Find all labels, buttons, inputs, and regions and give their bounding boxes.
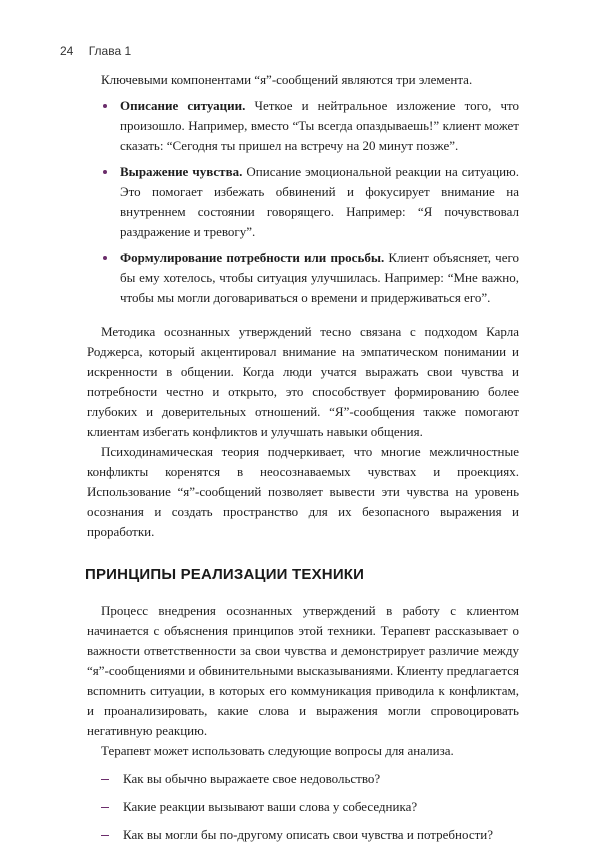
list-item-term: Выражение чувства. — [120, 164, 243, 179]
list-item-term: Описание ситуации. — [120, 98, 246, 113]
component-list — [87, 96, 519, 308]
question-text: Как вы обычно выражаете свое недовольство? — [123, 771, 381, 786]
page-body — [87, 70, 519, 845]
page-number: 24 — [60, 44, 74, 58]
question-text: Какие реакции вызывают ваши слова у собеседника? — [123, 799, 418, 814]
list-item — [87, 825, 519, 845]
body-paragraph: Процесс внедрения осознанных утверждений в работу с клиентом начинается с объяснения принципов этой техники. Терапевт рассказывает о важности ответственности за свои чувства и демонстрирует различие между “я”-сообщениями и обвинительными высказываниями. Клиенту предлагается вспомнить ситуации, в которых его коммуникация приводила к конфликтам, и проанализировать, какие слова и выражения могли спровоцировать негативную реакцию. — [87, 603, 519, 738]
list-item-text: Четкое и нейтральное изложение того, что произошло. Например, вместо “Ты всегда опаздываешь!” клиент может сказать: “Сегодня ты пришел на встречу на 20 минут позже”. — [120, 98, 519, 153]
body-paragraph: Методика осознанных утверждений тесно связана с подходом Карла Роджерса, который акцентировал внимание на эмпатическом понимании и искренности в общении. Когда люди учатся выражать свои чувства и потребности честно и открыто, это способствует формированию более глубоких и доверительных отношений. “Я”-сообщения также помогают клиентам избегать конфликтов и улучшать навыки общения. — [87, 324, 519, 439]
list-item — [87, 248, 519, 308]
bullet-icon — [103, 104, 107, 108]
list-item — [87, 797, 519, 817]
intro-paragraph: Ключевыми компонентами “я”-сообщений являются три элемента. — [101, 72, 473, 87]
list-item — [87, 96, 519, 156]
bullet-icon — [103, 256, 107, 260]
list-item-text: Клиент объясняет, чего бы ему хотелось, чтобы ситуация улучшилась. Например: “Мне важно, чтобы мы могли договариваться о времени и придерживаться его”. — [120, 250, 519, 305]
bullet-icon — [103, 170, 107, 174]
running-head — [60, 44, 131, 58]
list-item — [87, 162, 519, 242]
list-item-term: Формулирование потребности или просьбы. — [120, 250, 385, 265]
list-item-text: Описание эмоциональной реакции на ситуацию. Это помогает избежать обвинений и фокусирует внимание на внутреннем состоянии говорящего. Например: “Я почувствовал раздражение и тревогу”. — [120, 164, 519, 239]
dash-icon — [101, 835, 109, 836]
body-paragraph: Терапевт может использовать следующие вопросы для анализа. — [101, 743, 454, 758]
question-text: Как вы могли бы по-другому описать свои чувства и потребности? — [123, 827, 493, 842]
list-item — [87, 769, 519, 789]
body-paragraph: Психодинамическая теория подчеркивает, что многие межличностные конфликты коренятся в неосознаваемых чувствах и проекциях. Использование “я”-сообщений позволяет вывести эти чувства на уровень осознания и создать пространство для их безопасного выражения и проработки. — [87, 444, 519, 539]
section-heading: ПРИНЦИПЫ РЕАЛИЗАЦИИ ТЕХНИКИ — [85, 566, 365, 583]
question-list — [87, 769, 519, 845]
chapter-label: Глава 1 — [88, 44, 132, 58]
dash-icon — [101, 779, 109, 780]
dash-icon — [101, 807, 109, 808]
